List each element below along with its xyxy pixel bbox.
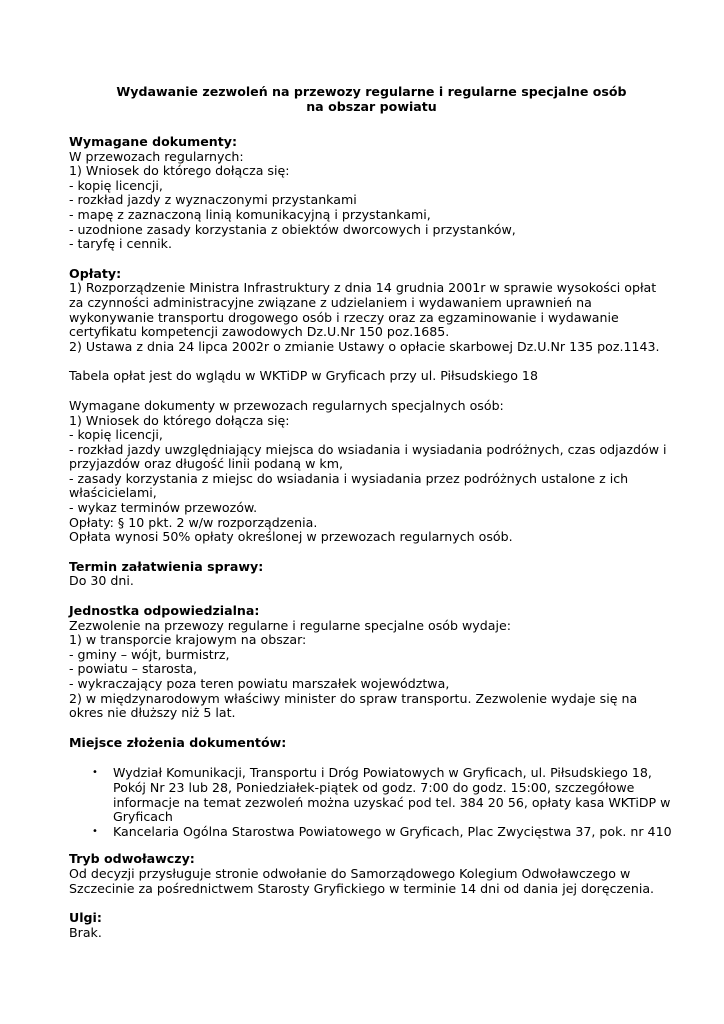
documents-line: - kopię licencji, <box>69 177 163 193</box>
unit-line: - gminy – wójt, burmistrz, <box>69 646 230 662</box>
special-line: - rozkład jazdy uwzględniający miejsca do wsiadania i wysiadania podróżnych, czas odjazdów i przyjazdów oraz długość linii podaną w km, <box>69 441 667 472</box>
fees-heading: Opłaty: <box>69 265 122 281</box>
documents-line: - rozkład jazdy z wyznaczonymi przystankami <box>69 192 357 208</box>
special-line: Opłata wynosi 50% opłaty określonej w przewozach regularnych osób. <box>69 529 513 545</box>
list-item-text: Wydział Komunikacji, Transportu i Dróg Powiatowych w Gryficach, ul. Piłsudskiego 18, Pokój Nr 23 lub 28, Poniedziałek-piątek od godz. 7:00 do godz. 15:00, szczegółowe informacje na temat zezwoleń można uzyskać pod tel. 384 20 56, opłaty kasa WKTiDP w Gryficach <box>113 765 671 825</box>
appeal-section <box>69 852 674 896</box>
fees-table-note: Tabela opłat jest do wglądu w WKTiDP w Gryficach przy ul. Piłsudskiego 18 <box>69 368 538 384</box>
deadline-text: Do 30 dni. <box>69 573 134 589</box>
special-line: Wymagane dokumenty w przewozach regularnych specjalnych osób: <box>69 397 504 413</box>
submission-place-list <box>69 766 674 839</box>
unit-line: 2) w międzynarodowym właściwy minister do spraw transportu. Zezwolenie wydaje się na okres nie dłuższy niż 5 lat. <box>69 690 638 721</box>
appeal-heading: Tryb odwoławczy: <box>69 851 195 867</box>
fees-paragraph-1: 1) Rozporządzenie Ministra Infrastruktury z dnia 14 grudnia 2001r w sprawie wysokości opłat za czynności administracyjne związane z udzielaniem i wydawaniem uprawnień na wykonywanie transportu drogowego osób i rzeczy oraz za egzaminowanie i wydawanie certyfikatu kompetencji zawodowych Dz.U.Nr 150 poz.1685. <box>69 280 657 340</box>
unit-line: - wykraczający poza teren powiatu marszałek województwa, <box>69 676 450 691</box>
appeal-text: Od decyzji przysługuje stronie odwołanie do Samorządowego Kolegium Odwoławczego w Szczecinie za pośrednictwem Starosty Gryfickiego w terminie 14 dni od dania jej doręczenia. <box>69 865 655 896</box>
responsible-unit-section <box>69 604 674 721</box>
relief-text: Brak. <box>69 924 102 940</box>
relief-section <box>69 911 674 940</box>
fees-section <box>69 267 674 384</box>
list-item <box>92 823 674 840</box>
title-line-1: Wydawanie zezwoleń na przewozy regularne i regularne specjalne osób <box>116 84 627 99</box>
unit-line: Zezwolenie na przewozy regularne i regularne specjalne osób wydaje: <box>69 617 511 633</box>
deadline-heading: Termin załatwienia sprawy: <box>69 558 264 574</box>
special-line: - zasady korzystania z miejsc do wsiadania i wysiadania przez podróżnych ustalone z ich właścicielami, <box>69 470 629 501</box>
responsible-unit-heading: Jednostka odpowiedzialna: <box>69 603 260 619</box>
special-line: - kopię licencji, <box>69 427 163 443</box>
unit-line: - powiatu – starosta, <box>69 661 198 677</box>
list-item-text: Kancelaria Ogólna Starostwa Powiatowego w Gryficach, Plac Zwycięstwa 37, pok. nr 410 <box>113 823 672 839</box>
documents-line: W przewozach regularnych: <box>69 148 244 164</box>
required-documents-heading: Wymagane dokumenty: <box>69 134 238 149</box>
bullet-icon: • <box>92 825 98 837</box>
required-documents-section <box>69 135 674 252</box>
documents-line: - taryfę i cennik. <box>69 236 172 252</box>
documents-line: - uzodnione zasady korzystania z obiektów dworcowych i przystanków, <box>69 221 516 237</box>
special-transport-section <box>69 399 674 545</box>
submission-place-section <box>69 736 674 840</box>
fees-paragraph-2: 2) Ustawa z dnia 24 lipca 2002r o zmianie Ustawy o opłacie skarbowej Dz.U.Nr 135 poz.1143. <box>69 338 660 354</box>
relief-heading: Ulgi: <box>69 910 102 926</box>
unit-line: 1) w transporcie krajowym na obszar: <box>69 632 307 648</box>
title-line-2: na obszar powiatu <box>306 99 437 114</box>
submission-place-heading: Miejsce złożenia dokumentów: <box>69 734 287 750</box>
documents-line: 1) Wniosek do którego dołącza się: <box>69 163 290 179</box>
documents-line: - mapę z zaznaczoną linią komunikacyjną i przystankami, <box>69 206 431 222</box>
special-line: - wykaz terminów przewozów. <box>69 500 258 516</box>
list-item <box>92 765 674 825</box>
bullet-icon: • <box>92 767 98 779</box>
special-line: 1) Wniosek do którego dołącza się: <box>69 412 290 428</box>
document-title <box>69 84 674 114</box>
deadline-section <box>69 560 674 589</box>
special-line: Opłaty: § 10 pkt. 2 w/w rozporządzenia. <box>69 514 318 530</box>
